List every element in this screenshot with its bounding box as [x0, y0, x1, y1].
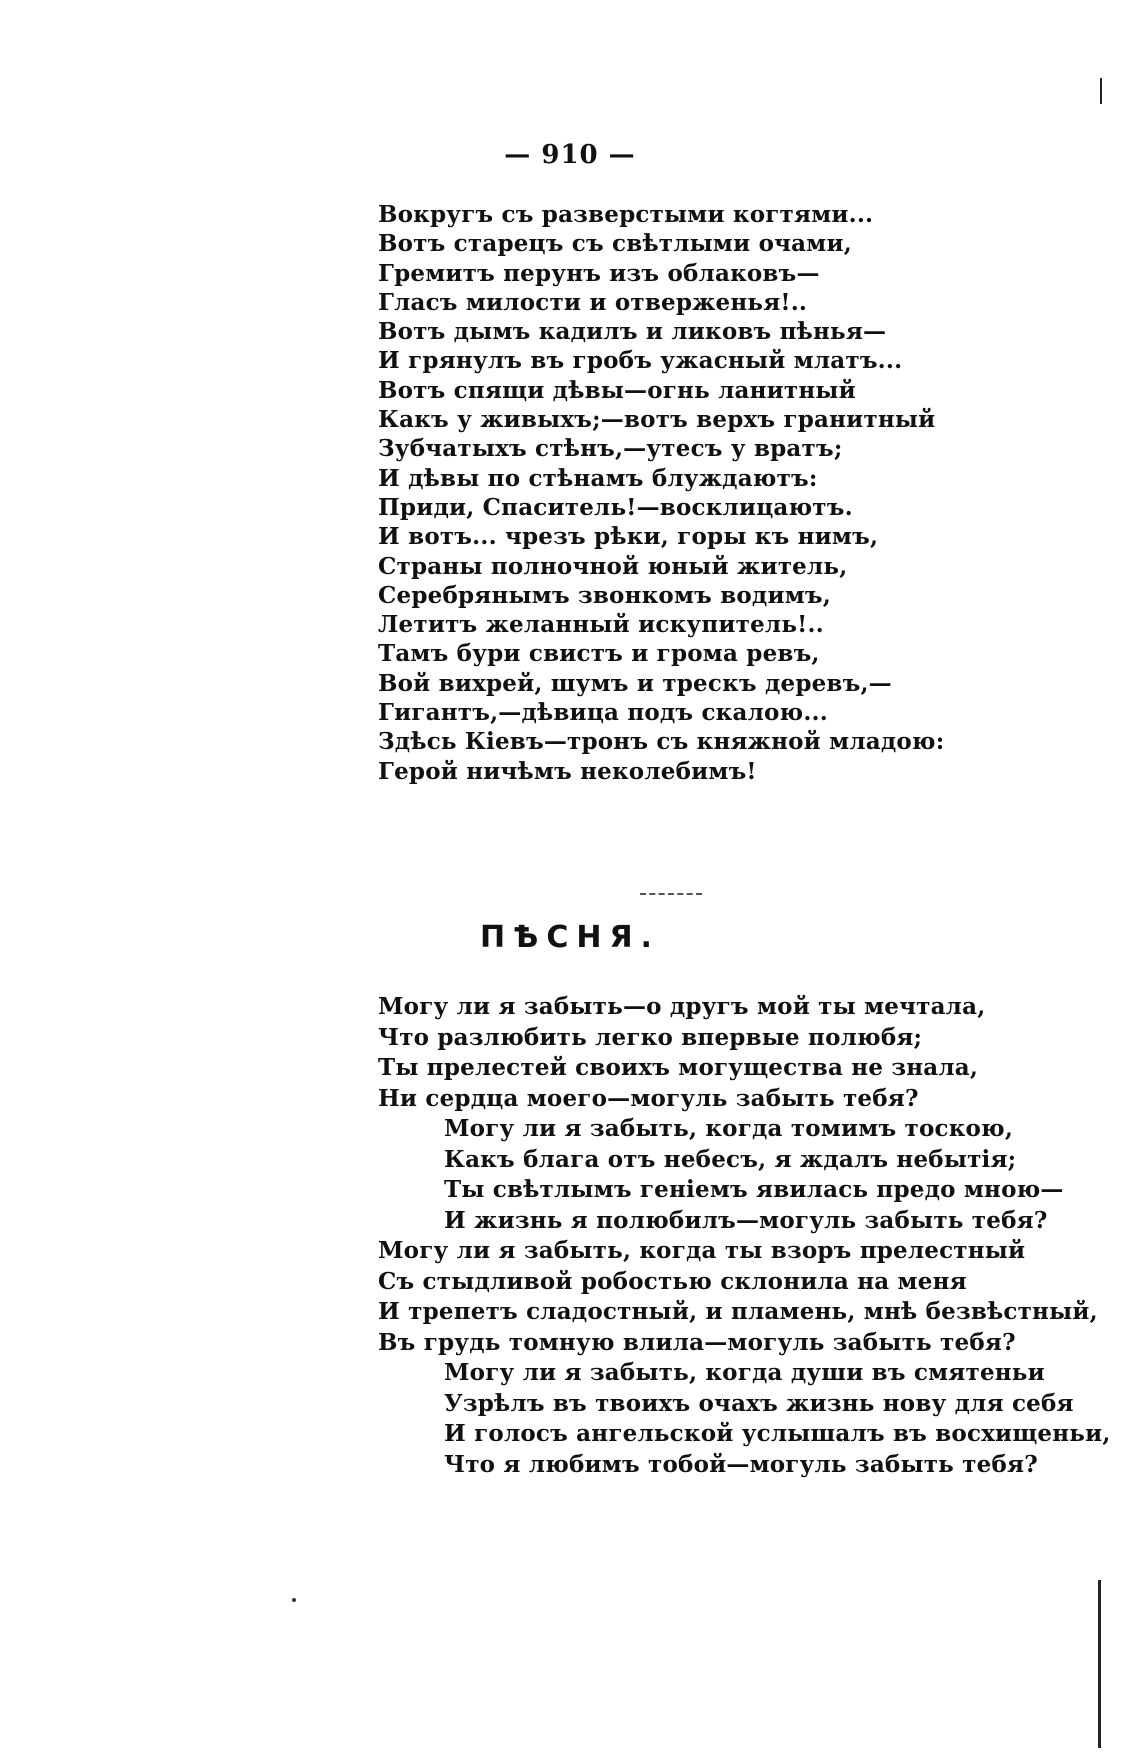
section-divider	[640, 893, 702, 897]
poem-line: Вотъ старецъ съ свѣтлыми очами,	[378, 230, 852, 258]
song-line: Ты свѣтлымъ геніемъ явилась предо мною—	[444, 1176, 1064, 1203]
song-line: Какъ блага отъ небесъ, я ждалъ небытія;	[444, 1145, 1017, 1173]
poem-line: Приди, Спаситель!—восклицаютъ.	[378, 493, 853, 521]
scan-edge-mark	[1098, 1580, 1101, 1748]
poem-line: Гремитъ перунъ изъ облаковъ—	[378, 259, 820, 287]
poem-line: Зубчатыхъ стѣнъ,—утесъ у вратъ;	[378, 435, 843, 463]
poem-line: Гласъ милости и отверженья!..	[378, 288, 808, 316]
song-line: И жизнь я полюбилъ—могуль забыть тебя?	[444, 1206, 1048, 1234]
poem-line: Герой ничѣмъ неколебимъ!	[378, 757, 757, 785]
song-line: Съ стыдливой робостью склонила на меня	[378, 1267, 967, 1295]
scan-dot-mark	[292, 1598, 296, 1602]
poem-line: Тамъ бури свистъ и грома ревъ,	[378, 640, 820, 668]
song-line: Ни сердца моего—могуль забыть тебя?	[378, 1084, 919, 1112]
song-line: Могу ли я забыть, когда души въ смятеньи	[444, 1359, 1045, 1386]
poem-line: Летитъ желанный искупитель!..	[378, 611, 824, 639]
poem-continuation	[378, 200, 1078, 786]
poem-line: И вотъ... чрезъ рѣки, горы къ нимъ,	[378, 523, 879, 551]
poem-line: И дѣвы по стѣнамъ блуждаютъ:	[378, 464, 818, 492]
song-title: ПѢСНЯ.	[480, 920, 660, 955]
song-line: Узрѣлъ въ твоихъ очахъ жизнь нову для себя	[444, 1389, 1074, 1417]
song-line: Могу ли я забыть, когда томимъ тоскою,	[444, 1115, 1014, 1142]
poem-line: Гигантъ,—дѣвица подъ скалою...	[378, 699, 828, 727]
song-line: И трепетъ сладостный, и пламень, мнѣ безвѣстный,	[378, 1298, 1098, 1325]
song-line: Что я любимъ тобой—могуль забыть тебя?	[444, 1450, 1038, 1478]
page-number: — 910 —	[504, 140, 636, 170]
scan-edge-mark	[1100, 78, 1102, 104]
poem-line: И грянулъ въ гробъ ужасный млатъ...	[378, 347, 903, 375]
song-body	[378, 992, 1111, 1480]
song-line: Могу ли я забыть—о другъ мой ты мечтала,	[378, 993, 986, 1020]
song-line: Въ грудь томную влила—могуль забыть тебя?	[378, 1328, 1016, 1356]
poem-line: Вотъ спящи дѣвы—огнь ланитный	[378, 376, 856, 404]
song-line: Могу ли я забыть, когда ты взоръ прелестный	[378, 1237, 1026, 1264]
song-line: И голосъ ангельской услышалъ въ восхищеньи,	[444, 1420, 1111, 1447]
poem-line: Страны полночной юный житель,	[378, 552, 848, 580]
poem-line: Серебрянымъ звонкомъ водимъ,	[378, 581, 831, 609]
poem-line: Здѣсь Кіевъ—тронъ съ княжной младою:	[378, 728, 945, 756]
poem-line: Вотъ дымъ кадилъ и ликовъ пѣнья—	[378, 318, 887, 346]
poem-line: Какъ у живыхъ;—вотъ верхъ гранитный	[378, 406, 936, 434]
song-line: Что разлюбить легко впервые полюбя;	[378, 1023, 923, 1051]
poem-line: Вокругъ съ разверстыми когтями...	[378, 201, 874, 228]
song-line: Ты прелестей своихъ могущества не знала,	[378, 1054, 979, 1081]
poem-line: Вой вихрей, шумъ и трескъ деревъ,—	[378, 669, 892, 697]
